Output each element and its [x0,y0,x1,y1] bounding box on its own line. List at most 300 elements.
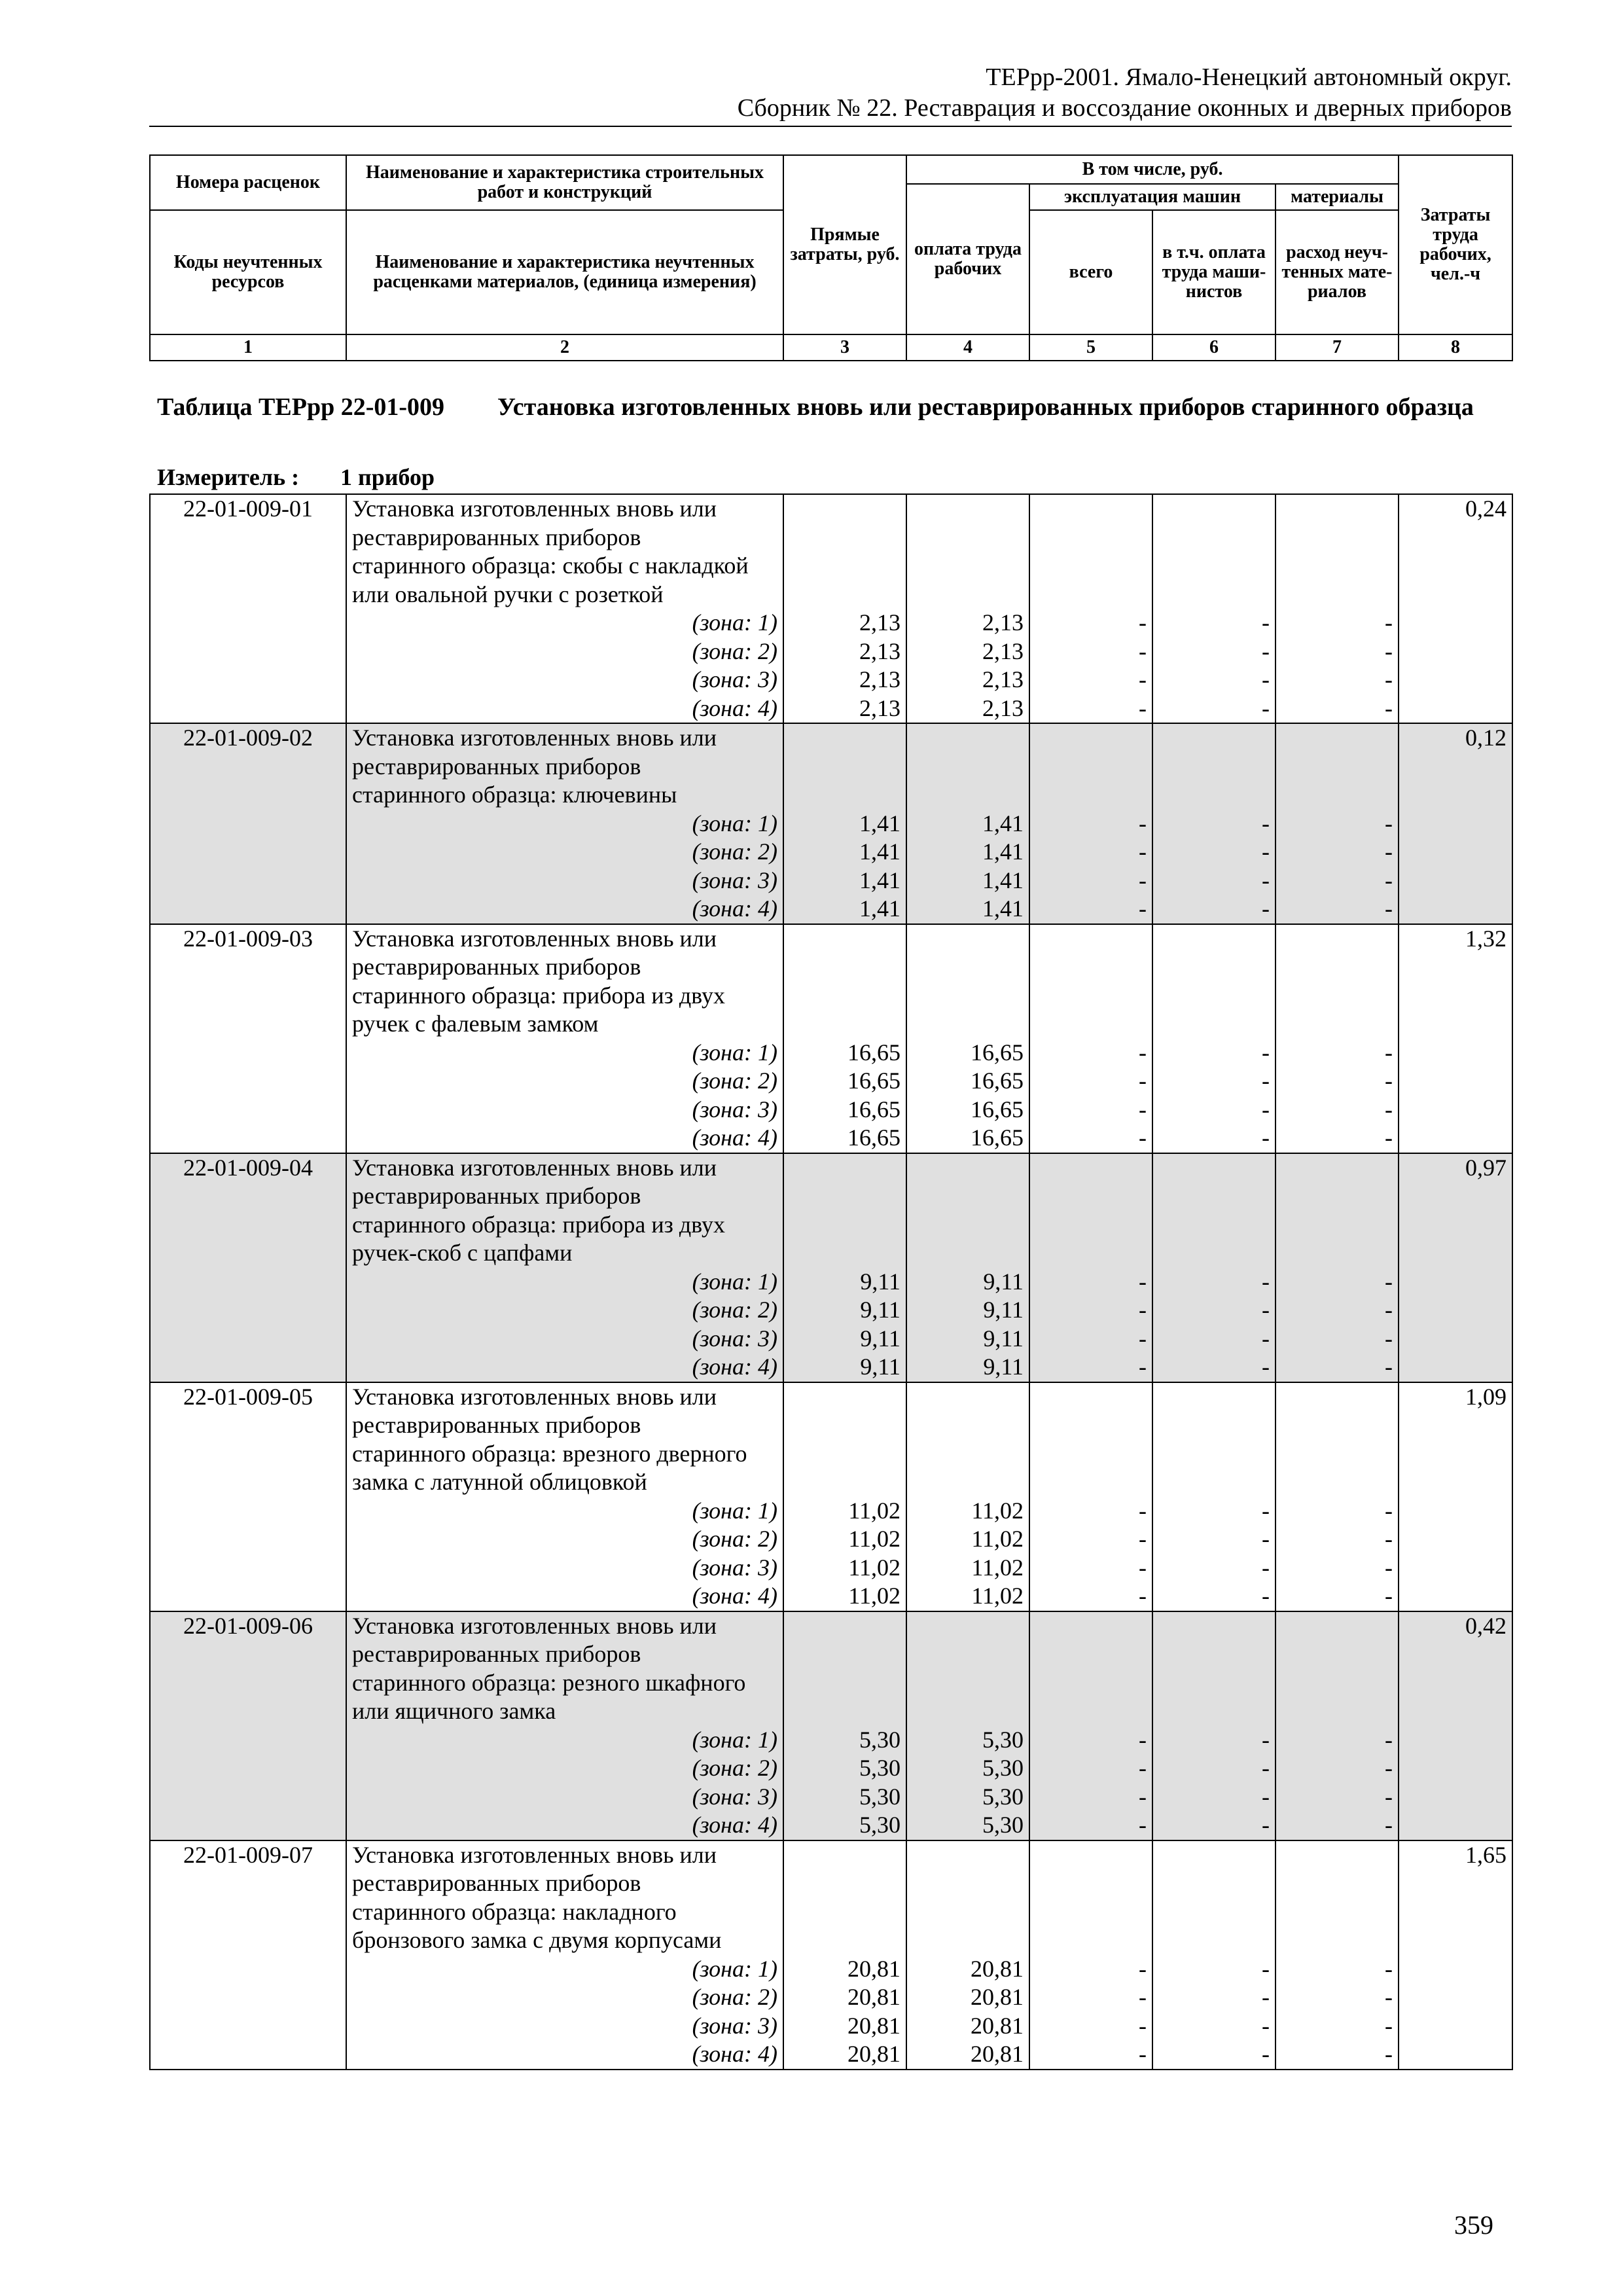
table-row [150,1382,1512,1412]
machine-total: - [1029,895,1152,924]
empty-cell [1399,867,1512,895]
empty-cell [1399,2040,1512,2070]
empty-cell [1399,1726,1512,1755]
machine-total: - [1029,838,1152,867]
rate-description-line: старинного образца: врезного дверного [346,1440,783,1469]
rate-code [150,1669,346,1698]
zone-label: (зона: 3) [346,1783,783,1812]
table-row [150,1153,1512,1183]
col-total: всего [1029,210,1152,334]
rate-description-line: старинного образца: прибора из двух [346,1211,783,1240]
machinist-pay: - [1152,1554,1275,1583]
direct-cost: 16,65 [783,1124,906,1153]
labor-cost: 0,12 [1399,723,1512,753]
table-row [150,1440,1512,1469]
direct-cost: 11,02 [783,1497,906,1526]
zone-label: (зона: 3) [346,1325,783,1354]
empty-cell [1029,1898,1152,1927]
empty-cell [1399,1811,1512,1840]
empty-cell [783,1640,906,1669]
empty-cell [783,1611,906,1641]
direct-cost: 1,41 [783,895,906,924]
zone-label: (зона: 4) [346,895,783,924]
empty-cell [1399,1983,1512,2012]
empty-cell [783,1211,906,1240]
labor-cost: 0,24 [1399,494,1512,524]
table-row [150,1783,1512,1812]
empty-cell [1152,1153,1275,1183]
empty-cell [1275,1440,1399,1469]
table-row [150,1640,1512,1669]
rate-description-line: старинного образца: ключевины [346,781,783,810]
materials: - [1275,1353,1399,1382]
empty-cell [1275,953,1399,982]
table-number: Таблица ТЕРрр 22-01-009 [157,393,445,421]
running-header-title: ТЕРрр-2001. Ямало-Ненецкий автономный округ. [986,63,1512,91]
empty-cell [783,781,906,810]
table-row [150,1955,1512,1984]
table-row [150,1325,1512,1354]
empty-cell [783,552,906,581]
empty-cell [1029,552,1152,581]
empty-cell [1275,1239,1399,1268]
materials: - [1275,1039,1399,1067]
empty-cell [1399,1325,1512,1354]
empty-cell [150,1554,346,1583]
machine-total: - [1029,1067,1152,1096]
machine-total: - [1029,1554,1152,1583]
col-work-name: Наименование и характеристика строительных работ и конструкций [346,155,783,210]
empty-cell [150,2040,346,2070]
col-number: 1 [150,334,346,361]
col-number: 8 [1399,334,1512,361]
empty-cell [783,1411,906,1440]
empty-cell [1029,1669,1152,1698]
empty-cell [150,838,346,867]
empty-cell [1152,982,1275,1011]
empty-cell [783,1182,906,1211]
table-row [150,1754,1512,1783]
empty-cell [1275,753,1399,781]
table-name: Установка изготовленных вновь или реставрированных приборов старинного образца [497,393,1474,421]
empty-cell [906,1669,1029,1698]
table-row [150,867,1512,895]
empty-cell [1029,1697,1152,1726]
rate-code [150,753,346,781]
empty-cell [1399,1124,1512,1153]
empty-cell [1399,1582,1512,1611]
empty-cell [1399,1754,1512,1783]
rate-code [150,781,346,810]
labor-cost [1399,1926,1512,1955]
table-row [150,494,1512,524]
materials: - [1275,1296,1399,1325]
table-row [150,1010,1512,1039]
empty-cell [906,1440,1029,1469]
machinist-pay: - [1152,666,1275,694]
empty-cell [1152,1468,1275,1497]
rate-description-line: Установка изготовленных вновь или [346,1153,783,1183]
direct-cost: 5,30 [783,1783,906,1812]
labor-cost [1399,781,1512,810]
zone-label: (зона: 1) [346,1955,783,1984]
labor-cost [1399,1411,1512,1440]
materials: - [1275,694,1399,724]
zone-label: (зона: 3) [346,867,783,895]
rate-code [150,1869,346,1898]
empty-cell [783,753,906,781]
table-row [150,895,1512,924]
empty-cell [1275,1010,1399,1039]
empty-cell [1029,1640,1152,1669]
rate-description-line: реставрированных приборов [346,753,783,781]
empty-cell [906,1182,1029,1211]
empty-cell [783,953,906,982]
table-row [150,1268,1512,1297]
machinist-pay: - [1152,1096,1275,1124]
col-material-name: Наименование и характеристика неучтенных расценками материалов, (единица измерения) [346,210,783,334]
worker-pay: 5,30 [906,1726,1029,1755]
col-machinist-pay: в т.ч. оплата труда маши-нистов [1152,210,1275,334]
measure-value: 1 прибор [340,464,435,490]
col-machine-operation: эксплуатация машин [1029,184,1275,210]
table-row [150,924,1512,954]
empty-cell [150,1039,346,1067]
machinist-pay: - [1152,2012,1275,2041]
machine-total: - [1029,666,1152,694]
table-row [150,1669,1512,1698]
empty-cell [150,609,346,637]
empty-cell [1152,1440,1275,1469]
machine-total: - [1029,694,1152,724]
machinist-pay: - [1152,867,1275,895]
table-row [150,1697,1512,1726]
empty-cell [1152,494,1275,524]
empty-cell [906,1840,1029,1870]
empty-cell [150,1124,346,1153]
machinist-pay: - [1152,609,1275,637]
empty-cell [150,867,346,895]
materials: - [1275,1497,1399,1526]
machinist-pay: - [1152,1811,1275,1840]
direct-cost: 5,30 [783,1726,906,1755]
empty-cell [906,924,1029,954]
rate-code [150,982,346,1011]
empty-cell [1399,1039,1512,1067]
worker-pay: 16,65 [906,1067,1029,1096]
empty-cell [783,1239,906,1268]
labor-cost [1399,953,1512,982]
empty-cell [1399,1497,1512,1526]
rate-description-line: реставрированных приборов [346,1182,783,1211]
zone-label: (зона: 2) [346,838,783,867]
direct-cost: 9,11 [783,1325,906,1354]
rate-code: 22-01-009-03 [150,924,346,954]
table-row [150,1182,1512,1211]
empty-cell [906,1640,1029,1669]
empty-cell [783,1898,906,1927]
rate-code [150,1697,346,1726]
empty-cell [1275,1211,1399,1240]
machine-total: - [1029,1325,1152,1354]
table-row [150,2040,1512,2070]
worker-pay: 11,02 [906,1497,1029,1526]
empty-cell [783,1382,906,1412]
empty-cell [906,1211,1029,1240]
materials: - [1275,1955,1399,1984]
direct-cost: 20,81 [783,1955,906,1984]
machinist-pay: - [1152,1497,1275,1526]
column-header-table [149,154,1513,361]
empty-cell [1029,781,1152,810]
header-rule [149,126,1512,127]
empty-cell [150,1353,346,1382]
worker-pay: 11,02 [906,1525,1029,1554]
empty-cell [1275,982,1399,1011]
worker-pay: 1,41 [906,895,1029,924]
table-row [150,953,1512,982]
empty-cell [906,1611,1029,1641]
empty-cell [1152,1611,1275,1641]
zone-label: (зона: 2) [346,1754,783,1783]
table-row [150,753,1512,781]
labor-cost [1399,982,1512,1011]
rate-description-line: старинного образца: накладного [346,1898,783,1927]
zone-label: (зона: 4) [346,1124,783,1153]
materials: - [1275,637,1399,666]
zone-label: (зона: 4) [346,694,783,724]
empty-cell [1152,924,1275,954]
worker-pay: 5,30 [906,1811,1029,1840]
empty-cell [1029,953,1152,982]
materials: - [1275,1754,1399,1783]
rate-description-line: реставрированных приборов [346,524,783,552]
direct-cost: 2,13 [783,609,906,637]
empty-cell [150,1296,346,1325]
rate-code: 22-01-009-05 [150,1382,346,1412]
empty-cell [1029,581,1152,609]
machinist-pay: - [1152,1582,1275,1611]
col-resource-codes: Коды неучтенных ресурсов [150,210,346,334]
rate-code [150,524,346,552]
empty-cell [1029,494,1152,524]
labor-cost: 1,32 [1399,924,1512,954]
empty-cell [783,1697,906,1726]
col-number: 3 [783,334,906,361]
machine-total: - [1029,1582,1152,1611]
empty-cell [783,982,906,1011]
empty-cell [1399,810,1512,838]
empty-cell [1029,1010,1152,1039]
empty-cell [1399,609,1512,637]
zone-label: (зона: 1) [346,1039,783,1067]
table-row [150,1296,1512,1325]
labor-cost: 0,97 [1399,1153,1512,1183]
empty-cell [1029,1239,1152,1268]
rate-code [150,1898,346,1927]
empty-cell [783,1440,906,1469]
table-row [150,1411,1512,1440]
table-row [150,1239,1512,1268]
empty-cell [1399,1525,1512,1554]
empty-cell [150,1268,346,1297]
rate-code [150,1211,346,1240]
worker-pay: 11,02 [906,1554,1029,1583]
machine-total: - [1029,1783,1152,1812]
materials: - [1275,867,1399,895]
empty-cell [1399,1353,1512,1382]
empty-cell [1152,1640,1275,1669]
col-number: 6 [1152,334,1275,361]
empty-cell [1152,552,1275,581]
table-row [150,1067,1512,1096]
measure-label: Измеритель : [157,464,300,490]
zone-label: (зона: 1) [346,1268,783,1297]
materials: - [1275,2040,1399,2070]
table-row [150,1468,1512,1497]
table-row [150,810,1512,838]
worker-pay: 9,11 [906,1353,1029,1382]
worker-pay: 1,41 [906,810,1029,838]
empty-cell [906,953,1029,982]
empty-cell [1399,694,1512,724]
empty-cell [1029,524,1152,552]
col-number: 5 [1029,334,1152,361]
empty-cell [1029,1611,1152,1641]
labor-cost [1399,1697,1512,1726]
machinist-pay: - [1152,637,1275,666]
worker-pay: 2,13 [906,666,1029,694]
empty-cell [906,494,1029,524]
zone-label: (зона: 2) [346,1525,783,1554]
empty-cell [150,1525,346,1554]
empty-cell [1399,1955,1512,1984]
empty-cell [1152,524,1275,552]
rate-code [150,1640,346,1669]
empty-cell [150,637,346,666]
zone-label: (зона: 2) [346,1067,783,1096]
rate-code [150,1182,346,1211]
empty-cell [150,1497,346,1526]
machine-total: - [1029,1497,1152,1526]
table-row [150,1582,1512,1611]
rate-code: 22-01-009-07 [150,1840,346,1870]
empty-cell [1275,1611,1399,1641]
materials: - [1275,666,1399,694]
table-row [150,982,1512,1011]
rates-table [149,493,1513,2070]
empty-cell [1399,838,1512,867]
worker-pay: 9,11 [906,1268,1029,1297]
rate-code: 22-01-009-04 [150,1153,346,1183]
machinist-pay: - [1152,1067,1275,1096]
empty-cell [1152,1840,1275,1870]
labor-cost: 1,09 [1399,1382,1512,1412]
empty-cell [150,1983,346,2012]
rate-description-line: реставрированных приборов [346,1411,783,1440]
empty-cell [1029,1182,1152,1211]
empty-cell [150,1067,346,1096]
materials: - [1275,1983,1399,2012]
empty-cell [1275,924,1399,954]
empty-cell [1275,1153,1399,1183]
empty-cell [1275,1411,1399,1440]
empty-cell [1399,1554,1512,1583]
labor-cost [1399,1010,1512,1039]
labor-cost: 1,65 [1399,1840,1512,1870]
machine-total: - [1029,637,1152,666]
empty-cell [1029,1153,1152,1183]
materials: - [1275,838,1399,867]
empty-cell [1275,552,1399,581]
zone-label: (зона: 2) [346,1983,783,2012]
empty-cell [906,581,1029,609]
table-row [150,1096,1512,1124]
empty-cell [906,753,1029,781]
materials: - [1275,1811,1399,1840]
table-row [150,1926,1512,1955]
table-row [150,524,1512,552]
machine-total: - [1029,609,1152,637]
col-unaccounted-materials: расход неуч-тенных мате-риалов [1275,210,1399,334]
table-row [150,1898,1512,1927]
empty-cell [906,1468,1029,1497]
empty-cell [1399,1096,1512,1124]
table-row [150,1497,1512,1526]
empty-cell [1152,753,1275,781]
zone-label: (зона: 4) [346,1582,783,1611]
rate-description-line: Установка изготовленных вновь или [346,1382,783,1412]
rate-description-line: ручек-скоб с цапфами [346,1239,783,1268]
machine-total: - [1029,1268,1152,1297]
empty-cell [150,2012,346,2041]
zone-label: (зона: 1) [346,1497,783,1526]
direct-cost: 1,41 [783,810,906,838]
machine-total: - [1029,1525,1152,1554]
empty-cell [1029,1211,1152,1240]
empty-cell [1152,581,1275,609]
empty-cell [1399,1268,1512,1297]
empty-cell [1399,637,1512,666]
empty-cell [150,694,346,724]
machinist-pay: - [1152,1726,1275,1755]
machinist-pay: - [1152,1983,1275,2012]
empty-cell [1399,666,1512,694]
labor-cost [1399,753,1512,781]
rate-code [150,1468,346,1497]
rate-description-line: бронзового замка с двумя корпусами [346,1926,783,1955]
zone-label: (зона: 1) [346,1726,783,1755]
zone-label: (зона: 1) [346,810,783,838]
rate-code [150,953,346,982]
empty-cell [1029,1382,1152,1412]
materials: - [1275,1525,1399,1554]
empty-cell [783,581,906,609]
machinist-pay: - [1152,1955,1275,1984]
empty-cell [906,1153,1029,1183]
empty-cell [1029,1440,1152,1469]
empty-cell [906,982,1029,1011]
empty-cell [1152,1669,1275,1698]
col-labor-costs: Затраты труда рабочих, чел.-ч [1399,155,1512,334]
materials: - [1275,1783,1399,1812]
table-row [150,637,1512,666]
empty-cell [1275,581,1399,609]
machine-total: - [1029,1096,1152,1124]
empty-cell [1275,1926,1399,1955]
empty-cell [150,895,346,924]
machinist-pay: - [1152,895,1275,924]
